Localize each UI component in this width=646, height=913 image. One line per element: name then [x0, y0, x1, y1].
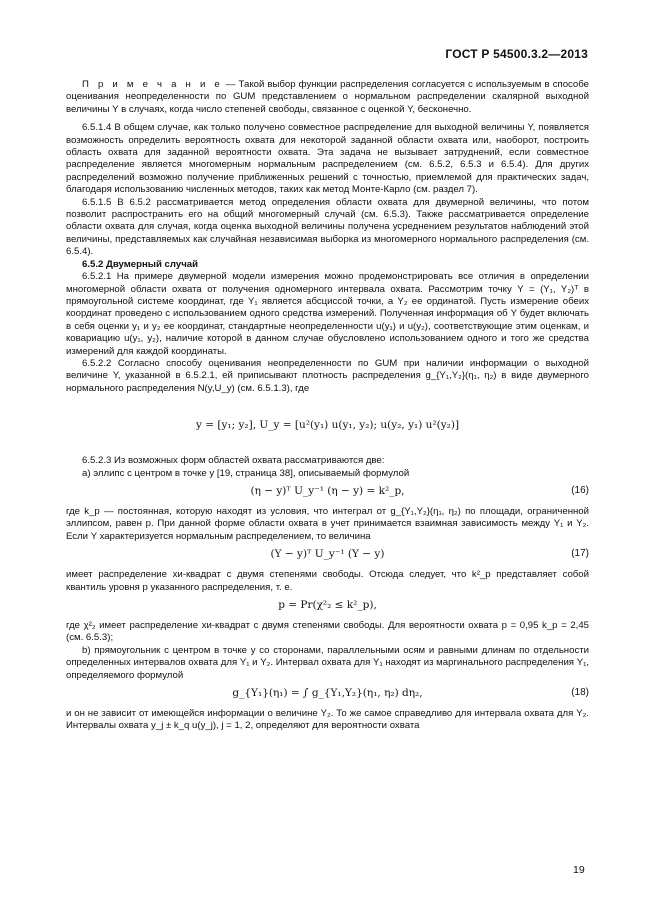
note-label: П р и м е ч а н и е	[82, 79, 223, 90]
matrix-formula-text: y = [y₁; y₂], U_y = [u²(y₁) u(y₁, y₂); u(y₂, y₁) u²(y₂)]	[195, 418, 460, 431]
paragraph-6522: 6.5.2.2 Согласно способу оценивания неопределенности по GUM при наличии информации о выходной величине Y, указанной в 6.5.2.1, ей приписывают плотность распределения g_{Y₁,Y₂}(η₁, η₂) в виде двумерного нормального распределения N(y,U_y) (см. 6.5.1.3), где	[66, 357, 589, 394]
equation-18-number: (18)	[571, 687, 589, 699]
page-number: 19	[573, 864, 585, 876]
paragraph-6514: 6.5.1.4 В общем случае, как только получено совместное распределение для выходной величины Y, появляется возможность определить вероятность охвата для некоторой заданной области охвата или, наоборот, построить область охвата для заданной вероятности охвата. Эта задача не вызывает затруднений, если совместное распределение является многомерным нормальным распределением (см. 6.5.2, 6.5.3 и 6.5.4). Для других распределений возможно получение приближенных решений с точностью, приемлемой для практических задач, благодаря использованию численных методов, таких как метод Монте-Карло (см. раздел 7).	[66, 122, 589, 196]
equation-16-number: (16)	[571, 484, 589, 496]
equation-18-body: g_{Y₁}(η₁) = ∫ g_{Y₁,Y₂}(η₁, η₂) dη₂,	[232, 687, 423, 700]
item-b: b) прямоугольник с центром в точке y со сторонами, параллельными осям и равными длинам по отдельности определенных интервалов охвата для Y₁ и Y₂. Интервал охвата для Y₁ находят из маргинального распределения Y₁, определяемого формулой	[66, 644, 589, 681]
page-content	[66, 79, 589, 733]
paragraph-after-16: где k_p — постоянная, которую находят из условия, что интеграл от g_{Y₁,Y₂}(η₁, η₂) по площади, ограниченной эллипсом, равен p. При данной форме области охвата в учет принимается взаимная зависимость между Y₁ и Y₂. Если Y характеризуется нормальным распределением, то величина	[66, 505, 589, 542]
equation-16-body: (η − y)ᵀ U_y⁻¹ (η − y) = k²_p,	[250, 484, 405, 497]
paragraph-6521: 6.5.2.1 На примере двумерной модели измерения можно продемонстрировать все отличия в определении многомерной области охвата от получения одномерного интервала охвата. Рассмотрим точку Y = (Y₁, Y₂)ᵀ в прямоугольной системе координат, где Y₁ является абсциссой точки, а Y₂ ее ординатой. Пусть измерение обеих координат проведено с использованием одного средства измерений. Полученная информация об Y будет включать в себя оценки y₁ и y₂ ее координат, стандартные неопределенности u(y₁) и u(y₂), соответствующие этим оценкам, и ковариацию u(y₁, y₂), наличие которой в данном случае обусловлено использованием одного и того же средства измерений для каждой координаты.	[66, 271, 589, 357]
equation-16	[66, 480, 589, 506]
item-a: а) эллипс с центром в точке y [19, страница 38], описываемый формулой	[82, 467, 410, 479]
paragraph-after-18: и он не зависит от имеющейся информации о величине Y₂. То же самое справедливо для интервала охвата для Y₂. Интервалы охвата y_j ± k_q u(y_j), j = 1, 2, определяют для вероятности охвата	[66, 708, 589, 732]
paragraph-after-p: где χ²₂ имеет распределение хи-квадрат с двумя степенями свободы. Для вероятности охвата p = 0,95 k_p = 2,45 (см. 6.5.3);	[66, 620, 589, 644]
note-text: — Такой выбор функции распределения согласуется с используемым в способе оценивания неопределенности по GUM представлением о нормальном распределении скалярной выходной величины Y в случаях, когда число степеней свободы, связанное с оценкой Y, бесконечно.	[66, 79, 589, 115]
document-header: ГОСТ Р 54500.3.2—2013	[445, 47, 588, 61]
equation-17-number: (17)	[571, 548, 589, 560]
equation-18	[66, 682, 589, 708]
matrix-formula	[66, 395, 589, 455]
equation-17	[66, 543, 589, 569]
equation-17-body: (Y − y)ᵀ U_y⁻¹ (Y − y)	[270, 548, 385, 561]
equation-p	[66, 594, 589, 620]
note-paragraph	[66, 79, 589, 116]
paragraph-after-17: имеет распределение хи-квадрат с двумя степенями свободы. Отсюда следует, что k²_p представляет собой квантиль уровня p указанного распределения, т. е.	[66, 569, 589, 593]
section-title-652: 6.5.2 Двумерный случай	[82, 258, 198, 270]
paragraph-6515: 6.5.1.5 В 6.5.2 рассматривается метод определения области охвата для двумерной величины, что потом позволит распространить его на общий многомерный случай (см. 6.5.3). Также рассматривается определение области охвата для случая, когда оценка выходной величины получена усреднением результатов наблюдений этой величины, представляемых как случайная независимая выборка из многомерного нормального распределения (см. 6.5.4).	[66, 196, 589, 258]
equation-p-body: p = Pr(χ²₂ ≤ k²_p),	[278, 599, 377, 611]
paragraph-6523-intro: 6.5.2.3 Из возможных форм областей охвата рассматриваются две:	[82, 455, 385, 467]
